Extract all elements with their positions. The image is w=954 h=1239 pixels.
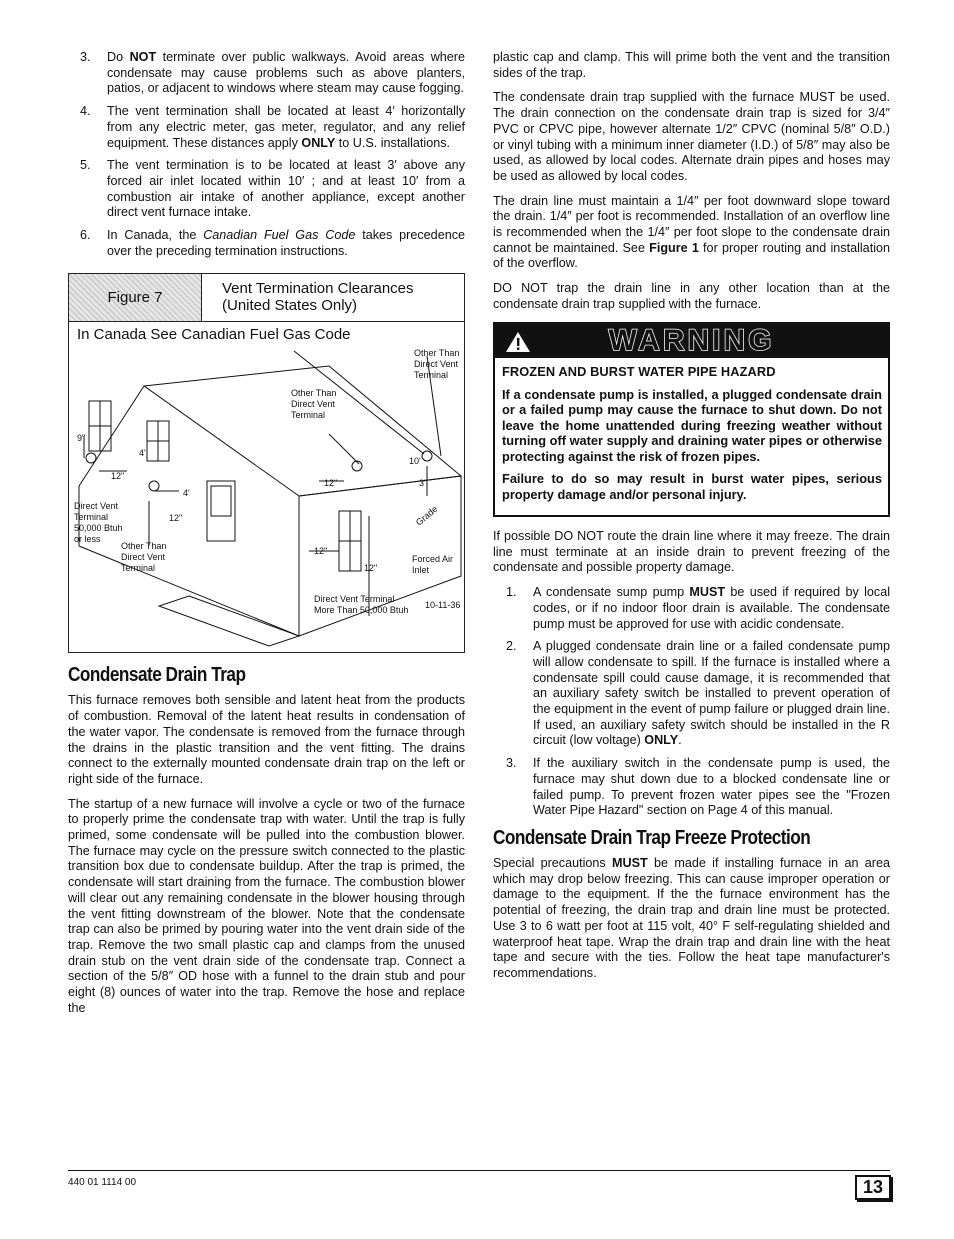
svg-text:9": 9" <box>77 433 86 444</box>
warning-title: FROZEN AND BURST WATER PIPE HAZARD <box>502 363 776 379</box>
svg-text:Direct Vent: Direct Vent <box>414 359 459 370</box>
warning-word: WARNING <box>608 323 775 357</box>
svg-text:Forced Air: Forced Air <box>412 554 454 565</box>
svg-text:12": 12" <box>111 471 125 482</box>
svg-text:Other Than: Other Than <box>121 541 167 552</box>
figure-label: Figure 7 <box>69 274 202 321</box>
svg-text:12": 12" <box>324 478 338 489</box>
figure-7 <box>68 273 465 653</box>
svg-text:Other Than: Other Than <box>291 388 337 399</box>
figure-subtitle: In Canada See Canadian Fuel Gas Code <box>77 326 351 344</box>
document-code: 440 01 1114 00 <box>68 1177 137 1188</box>
list-item: 1. A condensate sump pump MUST be used if required by local codes, or if no indoor floor drain is available. The condensate pump must be approved for use with acidic condensate. <box>506 585 890 631</box>
left-column <box>68 50 465 1026</box>
svg-text:Direct Vent: Direct Vent <box>74 501 119 512</box>
termination-list <box>68 50 465 259</box>
figure-title: Vent Termination Clearances (United States Only) <box>222 280 414 315</box>
paragraph: Special precautions MUST be made if installing furnace in an area which may drop below freezing. This can cause improper operation or damage to the equipment. If the the furnace environment has the potential of freezing, the drain trap and drain line must be protected. Use 3 to 6 watt per foot at 115 volt, 40° F self-regulating shielded and waterproof heat tape. Wrap the drain trap and drain line with the heat tape and secure with the ties. Follow the heat tape manufacturer's recommendations. <box>493 856 890 980</box>
warning-triangle-icon <box>505 330 531 354</box>
list-item: 3. If the auxiliary switch in the condensate pump is used, the furnace may shut down due to a blocked condensate line or failed pump. To prevent frozen water pipes see the "Frozen Water Pipe Hazard" section on Page 4 of this manual. <box>506 756 890 818</box>
section-heading-condensate-drain-trap: Condensate Drain Trap <box>68 664 246 687</box>
vent-clearance-drawing <box>69 346 463 652</box>
list-item: 6. In Canada, the Canadian Fuel Gas Code takes precedence over the preceding termination instructions. <box>80 228 465 258</box>
svg-text:or less: or less <box>74 534 101 545</box>
svg-text:Direct Vent Terminal: Direct Vent Terminal <box>314 594 395 605</box>
svg-text:Other Than: Other Than <box>414 348 460 359</box>
svg-text:Direct Vent: Direct Vent <box>291 399 336 410</box>
paragraph: This furnace removes both sensible and latent heat from the products of combustion. Removal of the latent heat results in condensation of the water vapor. The condensate is removed from the furnace through the drains in the plastic transition and the vent fitting. The drains connect to the externally mounted condensate drain trap on the left or right side of the furnace. <box>68 693 465 786</box>
svg-text:Terminal: Terminal <box>121 563 156 574</box>
condensate-pump-list <box>493 585 890 819</box>
svg-text:4': 4' <box>183 488 190 499</box>
svg-text:Terminal: Terminal <box>414 370 449 381</box>
svg-text:More Than 50,000 Btuh: More Than 50,000 Btuh <box>314 605 409 616</box>
list-item: 2. A plugged condensate drain line or a failed condensate pump will allow condensate to spill. If the furnace is installed where a condensate spill could cause damage, it is recommended that an auxiliary safety switch be installed to prevent operation of the equipment in the event of pump failure or plugged drain line. If used, an auxiliary safety switch should be installed in the R circuit (low voltage) ONLY. <box>506 639 890 748</box>
figure-labels <box>74 348 460 615</box>
warning-box <box>493 322 890 518</box>
svg-text:12": 12" <box>314 546 328 557</box>
list-item: 3. Do NOT terminate over public walkways. Avoid areas where condensate may cause problems such as above planters, patios, or adjacent to windows where steam may cause fogging. <box>80 50 465 96</box>
svg-text:12": 12" <box>169 513 183 524</box>
paragraph: DO NOT trap the drain line in any other location than at the condensate drain trap supplied with the furnace. <box>493 281 890 311</box>
svg-text:Grade: Grade <box>413 504 440 528</box>
svg-text:Direct Vent: Direct Vent <box>121 552 166 563</box>
paragraph: plastic cap and clamp. This will prime both the vent and the transition sides of the trap. <box>493 50 890 80</box>
svg-text:3': 3' <box>419 478 426 489</box>
list-item: 5. The vent termination is to be located at least 3′ above any forced air inlet located within 10′ ; and at least 10′ from a combustion air intake of another appliance, except another direct vent furnace intake. <box>80 158 465 220</box>
section-heading-freeze-protection: Condensate Drain Trap Freeze Protection <box>493 827 811 849</box>
svg-text:10-11-36: 10-11-36 <box>425 600 461 611</box>
warning-paragraph: If a condensate pump is installed, a plugged condensate drain or a failed pump may cause the furnace to shut down. Do not leave the home unattended during freezing weather without turning off water supply and draining water pipes or otherwise protecting against the risk of frozen pipes. <box>502 386 882 464</box>
svg-text:Terminal: Terminal <box>74 512 109 523</box>
right-column <box>493 50 890 991</box>
svg-text:4': 4' <box>139 448 146 459</box>
svg-text:Terminal: Terminal <box>291 410 326 421</box>
svg-text:12": 12" <box>364 563 378 574</box>
paragraph: The condensate drain trap supplied with the furnace MUST be used. The drain connection on the condensate drain trap is sized for 3/4″ PVC or CPVC pipe, however alternate 1/2″ CPVC (nominal 5/8″ O.D.) or vinyl tubing with a minimum inner diameter (I.D.) of 5/8″ may also be used, as allowed by local codes. Alternate drain pipes and hoses may be used as allowed by local codes. <box>493 90 890 183</box>
warning-paragraph: Failure to do so may result in burst water pipes, serious property damage and/or personal injury. <box>502 471 882 502</box>
paragraph: If possible DO NOT route the drain line where it may freeze. The drain line must terminate at an inside drain to prevent freezing of the condensate and possible property damage. <box>493 529 890 575</box>
paragraph: The drain line must maintain a 1/4″ per foot downward slope toward the drain. 1/4″ per foot is recommended. Installation of an overflow line is recommended when the 1/4″ per foot slope to the condensate drain cannot be maintained. See Figure 1 for proper routing and installation of the overflow. <box>493 193 891 271</box>
paragraph: The startup of a new furnace will involve a cycle or two of the furnace to properly prime the condensate trap with water. Until the trap is fully primed, some condensate will be pulled into the combustion blower. The furnace may cycle on the pressure switch connected to the plastic transition box due to condensate buildup. After the trap is primed, the condensate will start draining from the furnace. The combustion blower will clear out any remaining condensate in the blower housing through the vent fitting downstream of the blower. Note that the condensate trap can also be primed by pouring water into the vent drain side of the trap. Remove the two small plastic cap and clamps from the unused drain stub on the vent drain side of the condensate trap. Connect a section of the 5/8″ OD hose with a funnel to the drain stub and pour eight (8) ounces of water into the trap. Remove the hose and replace the <box>68 796 465 1015</box>
page-number: 13 <box>855 1175 891 1200</box>
footer-rule <box>68 1170 890 1171</box>
svg-text:Inlet: Inlet <box>412 565 430 576</box>
svg-text:10': 10' <box>409 456 421 467</box>
svg-text:50,000 Btuh: 50,000 Btuh <box>74 523 123 534</box>
list-item: 4. The vent termination shall be located at least 4′ horizontally from any electric meter, gas meter, regulator, and any relief equipment. These distances apply ONLY to U.S. installations. <box>80 104 465 150</box>
